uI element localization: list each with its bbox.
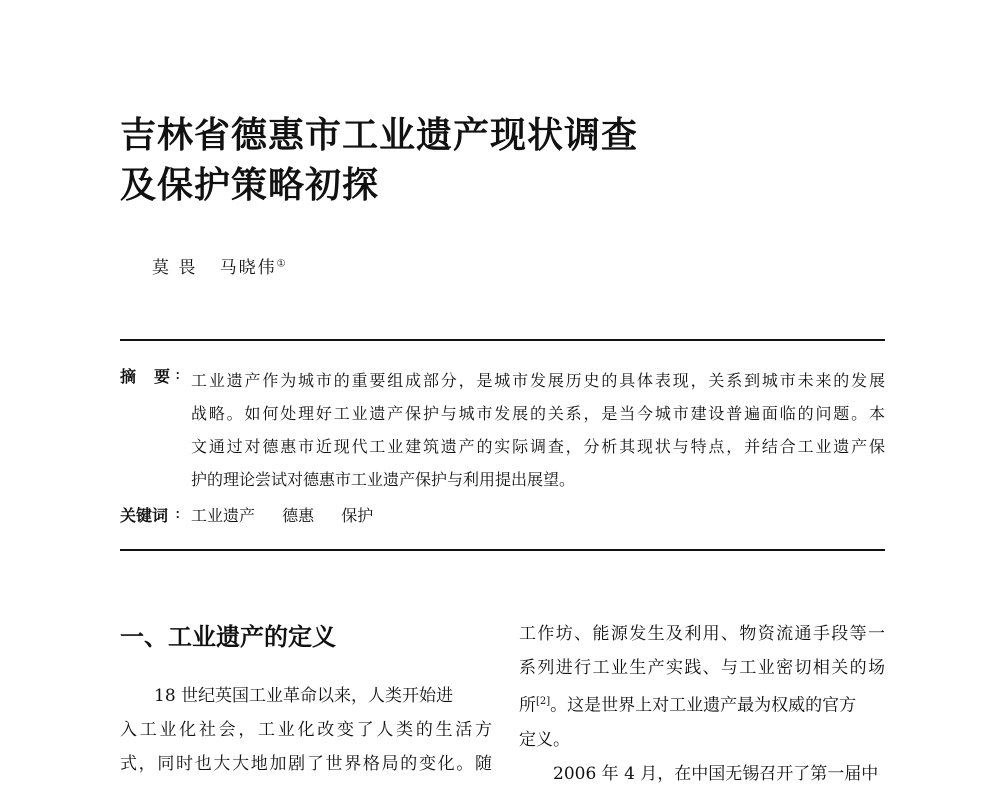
title-line-2: 及保护策略初探 bbox=[120, 164, 380, 206]
body-line: 系列进行工业生产实践、与工业密切相关的场 bbox=[519, 658, 885, 678]
keywords-list bbox=[191, 503, 395, 526]
body-line: 2006 年 4 月，在中国无锡召开了第一届中 bbox=[553, 763, 879, 784]
abstract-line: 文通过对德惠市近现代工业建筑遗产的实际调查，分析其现状与特点，并结合工业遗产保 bbox=[191, 437, 885, 456]
author-footnote-mark: ① bbox=[276, 258, 286, 270]
body-line: 18 世纪英国工业革命以来，人类开始进 bbox=[154, 686, 454, 706]
author-line bbox=[152, 253, 286, 278]
abstract-label-char-2: 要 bbox=[154, 367, 171, 386]
keyword: 保护 bbox=[341, 506, 374, 525]
keywords-label: 关键词 bbox=[120, 506, 169, 525]
abstract-line: 工业遗产作为城市的重要组成部分，是城市发展历史的具体表现，关系到城市未来的发展 bbox=[191, 371, 885, 390]
bottom-divider bbox=[120, 549, 885, 551]
author-names: 莫 畏 马晓伟 bbox=[152, 258, 277, 278]
body-column-right bbox=[519, 617, 885, 791]
abstract-line: 战略。如何处理好工业遗产保护与城市发展的关系，是当今城市建设普遍面临的问题。本 bbox=[191, 404, 885, 423]
body-line: 式，同时也大大地加剧了世界格局的变化。随 bbox=[120, 754, 492, 774]
body-line: 定义。 bbox=[519, 729, 570, 750]
body-text: 。这是世界上对工业遗产最为权威的官方 bbox=[550, 695, 857, 716]
body-line-with-citation bbox=[519, 685, 885, 723]
citation-ref: [2] bbox=[536, 696, 551, 707]
body-text: 所 bbox=[519, 695, 536, 716]
abstract-label-char-1: 摘 bbox=[120, 367, 137, 386]
body-column-left bbox=[120, 679, 492, 781]
top-divider bbox=[120, 339, 885, 341]
section-heading: 一、工业遗产的定义 bbox=[120, 622, 336, 651]
keywords-colon: : bbox=[175, 503, 181, 522]
keyword: 工业遗产 bbox=[191, 506, 256, 525]
keyword: 德惠 bbox=[282, 506, 315, 525]
title-line-1: 吉林省德惠市工业遗产现状调查 bbox=[120, 114, 639, 156]
abstract-label bbox=[120, 364, 170, 387]
body-line: 入工业化社会，工业化改变了人类的生活方 bbox=[120, 720, 492, 740]
abstract-colon: : bbox=[175, 364, 181, 383]
abstract-text bbox=[191, 364, 885, 496]
abstract-line: 护的理论尝试对德惠市工业遗产保护与利用提出展望。 bbox=[191, 470, 576, 489]
body-line: 工作坊、能源发生及利用、物资流通手段等一 bbox=[519, 624, 885, 644]
paper-title bbox=[120, 110, 820, 210]
